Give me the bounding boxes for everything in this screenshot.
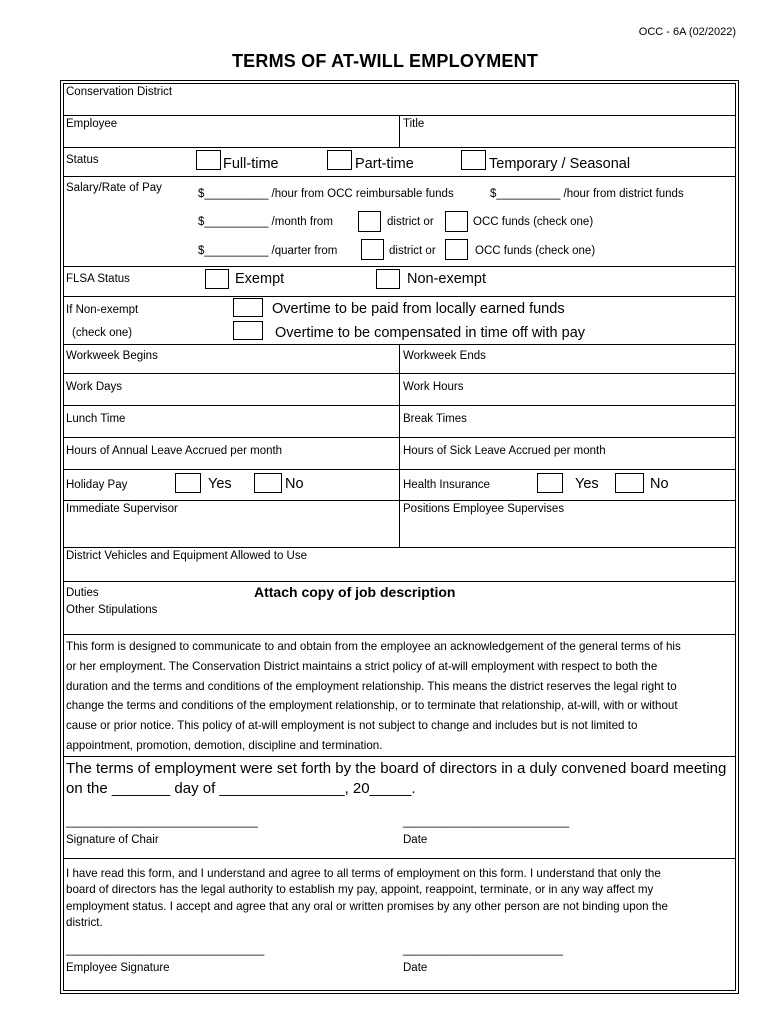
- full-time-checkbox[interactable]: [196, 150, 221, 170]
- exempt-label: Exempt: [235, 271, 285, 287]
- monthly-occ-checkbox[interactable]: [445, 211, 468, 232]
- chair-signature-line[interactable]: ______________________________: [66, 816, 258, 828]
- employee-acknowledgement: [66, 866, 736, 932]
- salary-label: Salary/Rate of Pay: [66, 182, 162, 194]
- insurance-yes-checkbox[interactable]: [537, 473, 563, 493]
- title-label: Title: [403, 118, 425, 130]
- duties-label: Duties: [66, 587, 99, 599]
- statement-line: change the terms and conditions of the employment relationship, or to terminate that relationship, at-will, with or without: [66, 699, 678, 713]
- holiday-pay-label: Holiday Pay: [66, 479, 128, 491]
- holiday-no-checkbox[interactable]: [254, 473, 282, 493]
- statement-line: cause or prior notice. This policy of at-will employment is not subject to change and includes but is not limited to: [66, 719, 638, 733]
- work-days-label: Work Days: [66, 381, 123, 393]
- employee-label: Employee: [66, 118, 118, 130]
- terms-line: The terms of employment were set forth by the board of directors in a duly convened board meeting: [66, 760, 727, 777]
- work-hours-label: Work Hours: [403, 381, 464, 393]
- quarterly-district-label: district or: [389, 245, 436, 257]
- row-divider: [64, 176, 735, 177]
- full-time-label: Full-time: [223, 156, 279, 172]
- overtime-time-off-label: Overtime to be compensated in time off with pay: [275, 325, 586, 341]
- health-insurance-label: Health Insurance: [403, 479, 490, 491]
- employee-date-line[interactable]: _________________________: [403, 944, 563, 956]
- check-one-label: (check one): [72, 327, 133, 339]
- employee-signature-line[interactable]: _______________________________: [66, 944, 265, 956]
- acknowledgement-line: I have read this form, and I understand and agree to all terms of employment on this form. I understand that only the: [66, 867, 661, 880]
- flsa-status-label: FLSA Status: [66, 273, 130, 285]
- row-divider: [64, 634, 735, 635]
- holiday-no-label: No: [285, 476, 304, 492]
- overtime-time-off-checkbox[interactable]: [233, 321, 263, 340]
- annual-leave-label: Hours of Annual Leave Accrued per month: [66, 445, 283, 457]
- workweek-begins-label: Workweek Begins: [66, 350, 158, 362]
- board-terms: [66, 759, 736, 798]
- statement-line: appointment, promotion, demotion, discipline and termination.: [66, 738, 383, 752]
- monthly-occ-label: OCC funds (check one): [473, 216, 594, 228]
- insurance-yes-label: Yes: [575, 476, 599, 492]
- monthly-district-checkbox[interactable]: [358, 211, 381, 232]
- acknowledgement-line: board of directors has the legal authority to establish my pay, appoint, reappoint, terminate, or in any way affect my: [66, 883, 654, 897]
- part-time-checkbox[interactable]: [327, 150, 352, 170]
- chair-date-label: Date: [403, 834, 428, 846]
- row-divider: [64, 756, 735, 757]
- employee-signature-label: Employee Signature: [66, 962, 170, 974]
- attach-job-description-note: Attach copy of job description: [254, 584, 456, 600]
- chair-date-line[interactable]: __________________________: [403, 816, 570, 828]
- row-divider: [64, 296, 735, 297]
- other-stipulations-label: Other Stipulations: [66, 604, 158, 616]
- quarterly-occ-checkbox[interactable]: [445, 239, 468, 260]
- insurance-no-checkbox[interactable]: [615, 473, 644, 493]
- salary-quarterly-field[interactable]: $__________ /quarter from: [198, 245, 338, 257]
- row-divider: [64, 147, 735, 148]
- column-divider: [399, 115, 400, 147]
- if-nonexempt-label: If Non-exempt: [66, 304, 139, 316]
- salary-monthly-field[interactable]: $__________ /month from: [198, 216, 333, 228]
- statement-line: This form is designed to communicate to and obtain from the employee an acknowledgement of the general terms of his: [66, 640, 681, 653]
- row-divider: [64, 266, 735, 267]
- immediate-supervisor-label: Immediate Supervisor: [66, 503, 178, 515]
- employee-date-label: Date: [403, 962, 428, 974]
- part-time-label: Part-time: [355, 156, 414, 172]
- acknowledgement-line: district.: [66, 916, 103, 930]
- nonexempt-checkbox[interactable]: [376, 269, 400, 289]
- break-times-label: Break Times: [403, 413, 467, 425]
- workweek-ends-label: Workweek Ends: [403, 350, 486, 362]
- at-will-statement: [66, 637, 736, 756]
- row-divider: [64, 858, 735, 859]
- row-divider: [64, 547, 735, 548]
- sick-leave-label: Hours of Sick Leave Accrued per month: [403, 445, 606, 457]
- monthly-district-label: district or: [387, 216, 434, 228]
- salary-hourly-district-field[interactable]: $__________ /hour from district funds: [490, 188, 684, 200]
- row-divider: [64, 581, 735, 582]
- vehicles-label: District Vehicles and Equipment Allowed to Use: [66, 550, 307, 562]
- acknowledgement-line: employment status. I accept and agree that any oral or written promises by any other person are not binding upon the: [66, 899, 668, 913]
- status-label: Status: [66, 154, 99, 166]
- holiday-yes-checkbox[interactable]: [175, 473, 201, 493]
- exempt-checkbox[interactable]: [205, 269, 229, 289]
- form-code: OCC - 6A (02/2022): [638, 26, 736, 38]
- overtime-local-funds-checkbox[interactable]: [233, 298, 263, 317]
- nonexempt-label: Non-exempt: [407, 271, 486, 287]
- column-divider: [399, 344, 400, 547]
- chair-signature-label: Signature of Chair: [66, 834, 159, 846]
- temporary-seasonal-label: Temporary / Seasonal: [489, 156, 631, 172]
- lunch-time-label: Lunch Time: [66, 413, 126, 425]
- overtime-local-funds-label: Overtime to be paid from locally earned funds: [272, 301, 565, 317]
- page-title: TERMS OF AT-WILL EMPLOYMENT: [231, 51, 539, 71]
- quarterly-occ-label: OCC funds (check one): [475, 245, 596, 257]
- conservation-district-label: Conservation District: [66, 86, 173, 98]
- terms-date-line[interactable]: on the _______ day of _______________, 20_____.: [66, 779, 416, 797]
- statement-line: duration and the terms and conditions of the employment relationship. This means the district reserves the legal right to: [66, 679, 677, 693]
- salary-hourly-occ-field[interactable]: $__________ /hour from OCC reimbursable funds: [198, 188, 454, 200]
- statement-line: or her employment. The Conservation District maintains a strict policy of at-will employment with respect to both the: [66, 659, 658, 673]
- positions-supervised-label: Positions Employee Supervises: [403, 503, 565, 515]
- temporary-seasonal-checkbox[interactable]: [461, 150, 486, 170]
- quarterly-district-checkbox[interactable]: [361, 239, 384, 260]
- insurance-no-label: No: [650, 476, 669, 492]
- holiday-yes-label: Yes: [208, 476, 232, 492]
